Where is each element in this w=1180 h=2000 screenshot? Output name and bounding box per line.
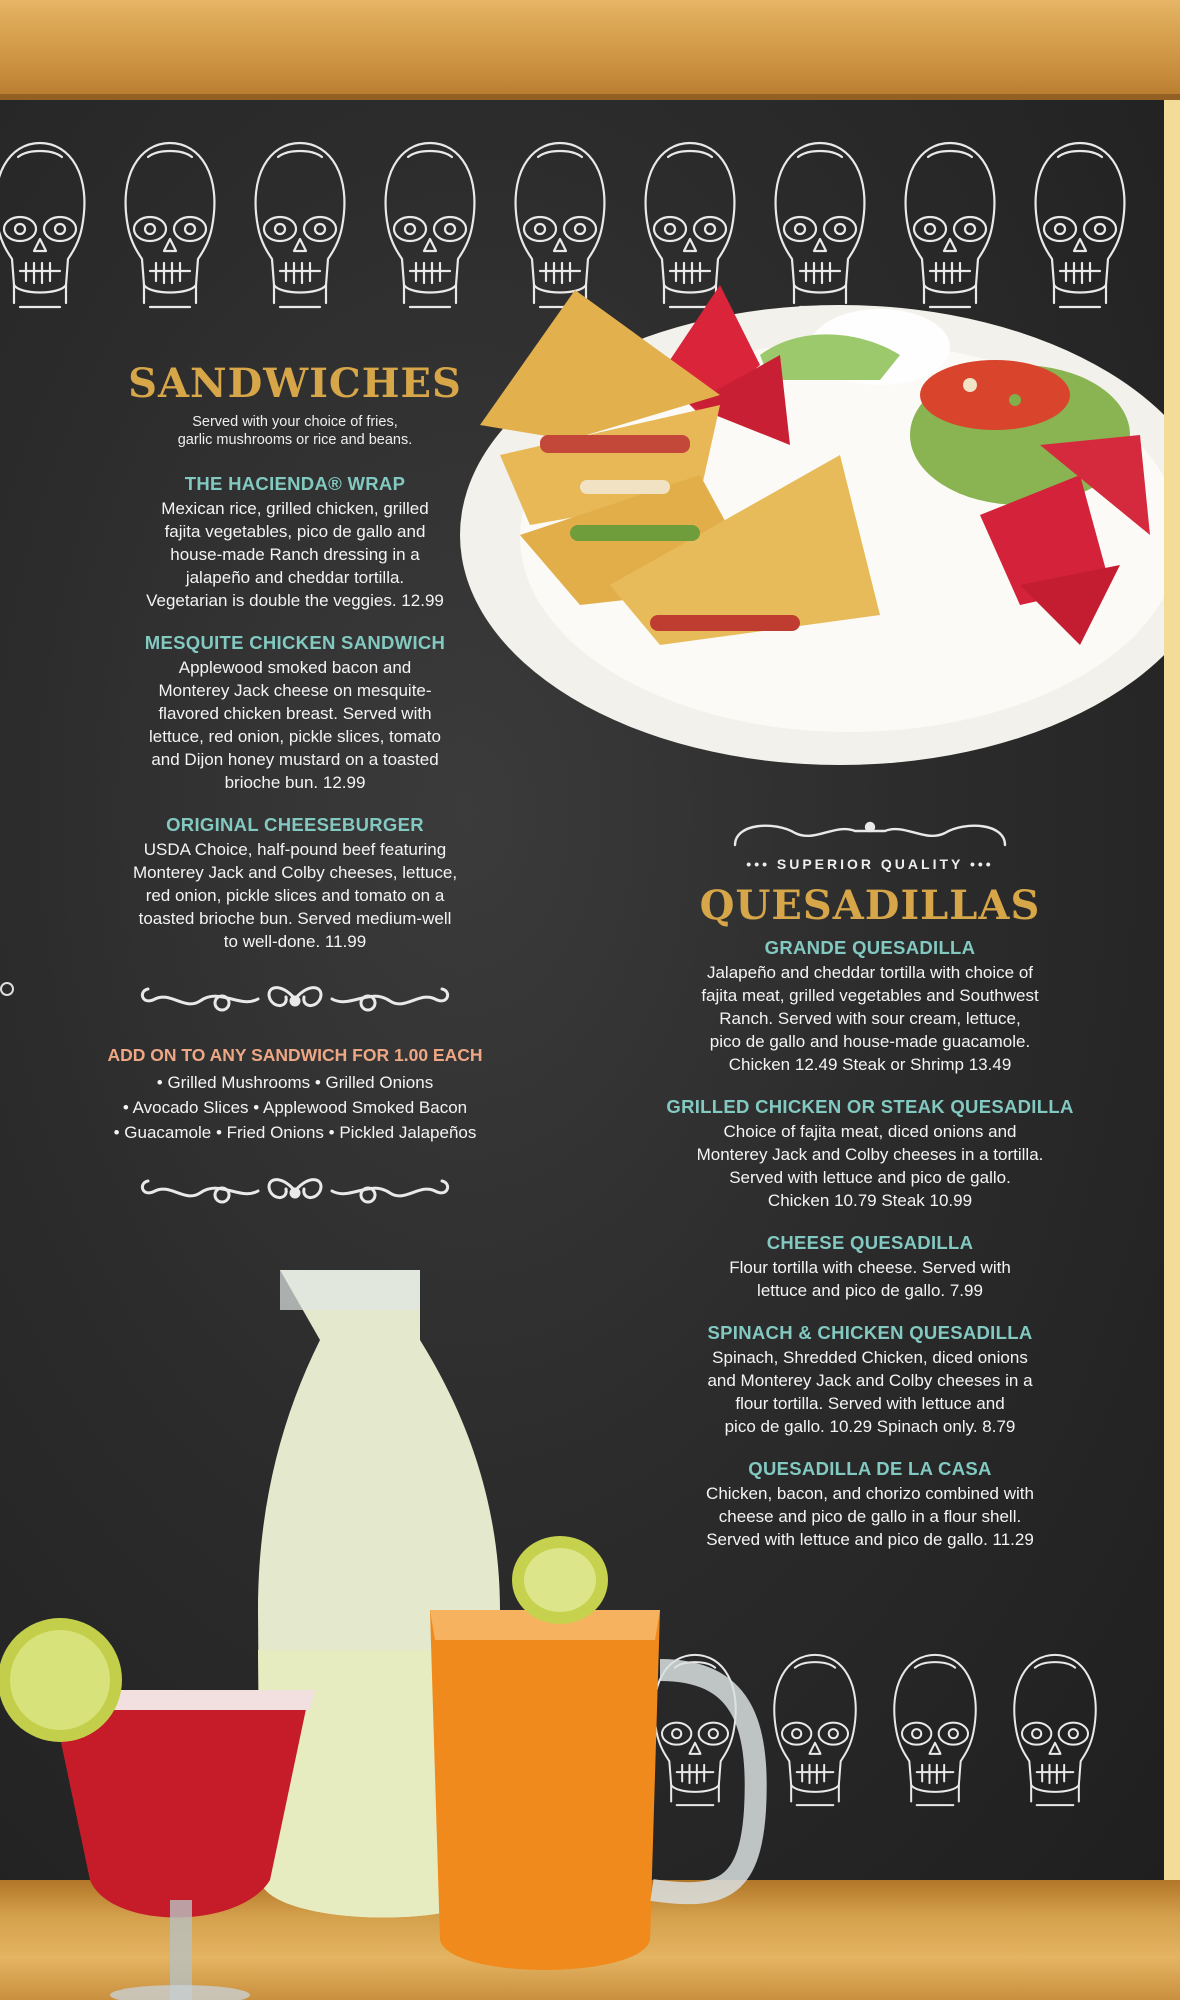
description-line: Spinach, Shredded Chicken, diced onions — [712, 1348, 1028, 1367]
menu-item-description — [95, 656, 495, 794]
addon-line: • Guacamole • Fried Onions • Pickled Jalapeños — [113, 1123, 477, 1142]
menu-item-description — [95, 838, 495, 953]
description-line: Chicken 12.49 Steak or Shrimp 13.49 — [728, 1055, 1012, 1074]
sandwiches-section — [95, 360, 495, 1237]
page-edge-strip — [1164, 100, 1180, 1880]
menu-item-name: MESQUITE CHICKEN SANDWICH — [144, 632, 446, 653]
swirl-divider-icon — [130, 979, 460, 1019]
description-line: Chicken 10.79 Steak 10.99 — [767, 1191, 973, 1210]
skull-icon — [110, 135, 230, 315]
description-line: Monterey Jack and Colby cheeses in a tortilla. — [696, 1145, 1044, 1164]
skull-icon — [240, 135, 360, 315]
addon-line: • Avocado Slices • Applewood Smoked Bacon — [122, 1098, 468, 1117]
description-line: pico de gallo and house-made guacamole. — [709, 1032, 1031, 1051]
ornament-frame-icon — [715, 815, 1025, 851]
menu-item-name: ORIGINAL CHEESEBURGER — [166, 814, 424, 835]
menu-item-name: QUESADILLA DE LA CASA — [748, 1458, 992, 1479]
description-line: to well-done. 11.99 — [223, 932, 367, 951]
addon-line: • Grilled Mushrooms • Grilled Onions — [156, 1073, 434, 1092]
description-line: Jalapeño and cheddar tortilla with choice of — [706, 963, 1034, 982]
description-line: Monterey Jack and Colby cheeses, lettuce, — [132, 863, 458, 882]
skull-icon — [0, 135, 100, 315]
description-line: USDA Choice, half-pound beef featuring — [143, 840, 447, 859]
registration-mark-icon — [0, 982, 14, 996]
menu-item-description — [660, 961, 1080, 1076]
menu-item-name: GRANDE QUESADILLA — [764, 937, 976, 958]
description-line: toasted brioche bun. Served medium-well — [138, 909, 452, 928]
description-line: Applewood smoked bacon and — [178, 658, 412, 677]
wood-frame-top — [0, 0, 1180, 100]
description-line: Chicken, bacon, and chorizo combined with — [706, 1484, 1034, 1503]
description-line: Ranch. Served with sour cream, lettuce, — [719, 1009, 1021, 1028]
description-line: lettuce, red onion, pickle slices, tomato — [149, 727, 441, 746]
description-line: Choice of fajita meat, diced onions and — [723, 1122, 1017, 1141]
subtitle-line: Served with your choice of fries, — [192, 414, 398, 430]
description-line: jalapeño and cheddar tortilla. — [185, 568, 405, 587]
description-line: Flour tortilla with cheese. Served with — [729, 1258, 1011, 1277]
description-line: and Dijon honey mustard on a toasted — [151, 750, 439, 769]
skull-icon — [880, 1645, 990, 1815]
description-line: cheese and pico de gallo in a flour shell. — [718, 1507, 1022, 1526]
menu-item-description — [660, 1120, 1080, 1212]
sandwiches-heading: SANDWICHES — [128, 360, 462, 407]
description-line: flavored chicken breast. Served with — [158, 704, 432, 723]
menu-item-name: THE HACIENDA® WRAP — [184, 473, 406, 494]
menu-item-description — [660, 1256, 1080, 1302]
description-line: house-made Ranch dressing in a — [170, 545, 420, 564]
sandwiches-subtitle — [95, 413, 495, 449]
description-line: Mexican rice, grilled chicken, grilled — [161, 499, 429, 518]
menu-item-name: GRILLED CHICKEN OR STEAK QUESADILLA — [666, 1096, 1074, 1117]
quesadillas-heading: QUESADILLAS — [699, 882, 1041, 929]
addon-title: ADD ON TO ANY SANDWICH FOR 1.00 EACH — [107, 1045, 483, 1065]
menu-item-name: CHEESE QUESADILLA — [766, 1232, 974, 1253]
description-line: Served with lettuce and pico de gallo. — [729, 1168, 1011, 1187]
description-line: brioche bun. 12.99 — [224, 773, 366, 792]
description-line: pico de gallo. 10.29 Spinach only. 8.79 — [724, 1417, 1016, 1436]
swirl-divider-icon — [130, 1171, 460, 1211]
skull-icon — [1000, 1645, 1110, 1815]
description-line: red onion, pickle slices and tomato on a — [145, 886, 445, 905]
description-line: Monterey Jack cheese on mesquite- — [158, 681, 432, 700]
description-line: fajita vegetables, pico de gallo and — [164, 522, 426, 541]
quesadilla-plate-photo — [460, 285, 1164, 785]
description-line: Vegetarian is double the veggies. 12.99 — [146, 591, 444, 610]
menu-item-name: SPINACH & CHICKEN QUESADILLA — [707, 1322, 1033, 1343]
menu-item-description — [95, 497, 495, 612]
quesadillas-section — [660, 815, 1080, 1571]
subtitle-line: garlic mushrooms or rice and beans. — [177, 432, 413, 448]
description-line: fajita meat, grilled vegetables and Southwest — [701, 986, 1039, 1005]
description-line: flour tortilla. Served with lettuce and — [735, 1394, 1005, 1413]
description-line: lettuce and pico de gallo. 7.99 — [757, 1281, 983, 1300]
menu-item-description — [660, 1346, 1080, 1438]
superior-quality-tagline: ••• SUPERIOR QUALITY ••• — [746, 856, 994, 872]
menu-item-description — [660, 1482, 1080, 1551]
description-line: Served with lettuce and pico de gallo. 11.29 — [706, 1530, 1034, 1549]
description-line: and Monterey Jack and Colby cheeses in a — [707, 1371, 1033, 1390]
